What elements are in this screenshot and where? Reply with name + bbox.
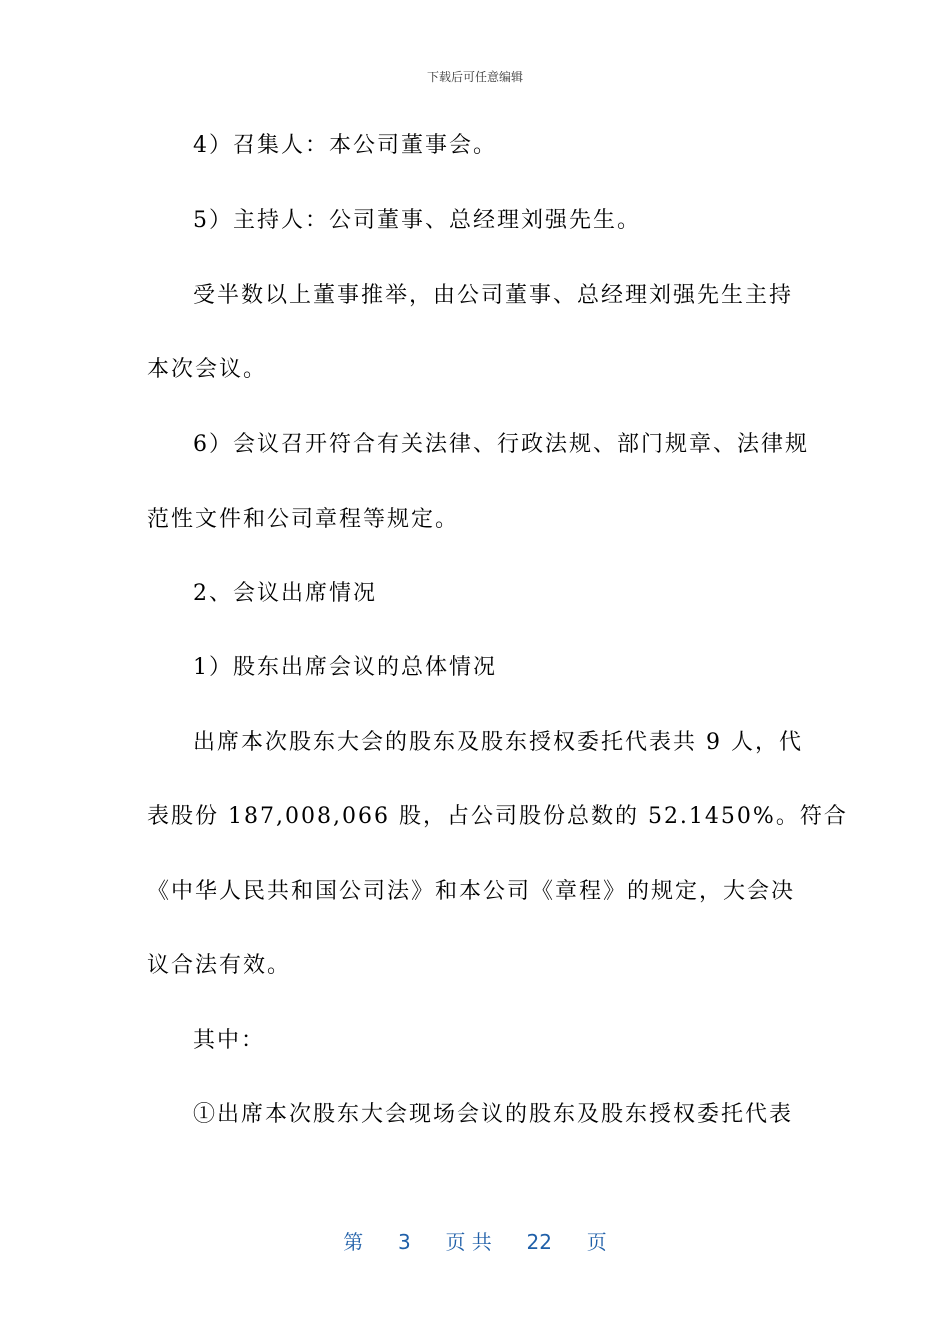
footer-suffix: 页 <box>586 1230 607 1254</box>
paragraph-line: 本次会议。 <box>147 357 268 382</box>
paragraph-line: 其中： <box>193 1028 266 1053</box>
footer-prefix: 第 <box>343 1230 364 1254</box>
paragraph-line: 《中华人民共和国公司法》和本公司《章程》的规定，大会决 <box>147 879 796 904</box>
subsection-heading: 1）股东出席会议的总体情况 <box>193 655 497 680</box>
paragraph-line: 受半数以上董事推举，由公司董事、总经理刘强先生主持 <box>193 283 794 308</box>
paragraph-line: 出席本次股东大会的股东及股东授权委托代表共 9 人，代 <box>193 730 803 755</box>
paragraph-line: 范性文件和公司章程等规定。 <box>147 507 460 532</box>
paragraph-line: 4）召集人：本公司董事会。 <box>193 133 497 158</box>
header-note: 下载后可任意编辑 <box>426 70 523 84</box>
footer-middle: 页 共 <box>445 1230 492 1254</box>
paragraph-line: 表股份 187,008,066 股，占公司股份总数的 52.1450%。符合 <box>147 804 848 829</box>
paragraph-line: ①出席本次股东大会现场会议的股东及股东授权委托代表 <box>193 1102 794 1127</box>
footer-page-number: 3 <box>398 1230 411 1254</box>
footer-total-pages: 22 <box>526 1230 552 1254</box>
paragraph-line: 6）会议召开符合有关法律、行政法规、部门规章、法律规 <box>193 432 809 457</box>
paragraph-line: 5）主持人：公司董事、总经理刘强先生。 <box>193 208 641 233</box>
section-heading: 2、会议出席情况 <box>193 581 377 606</box>
paragraph-line: 议合法有效。 <box>147 953 292 978</box>
page-footer <box>0 1226 950 1255</box>
